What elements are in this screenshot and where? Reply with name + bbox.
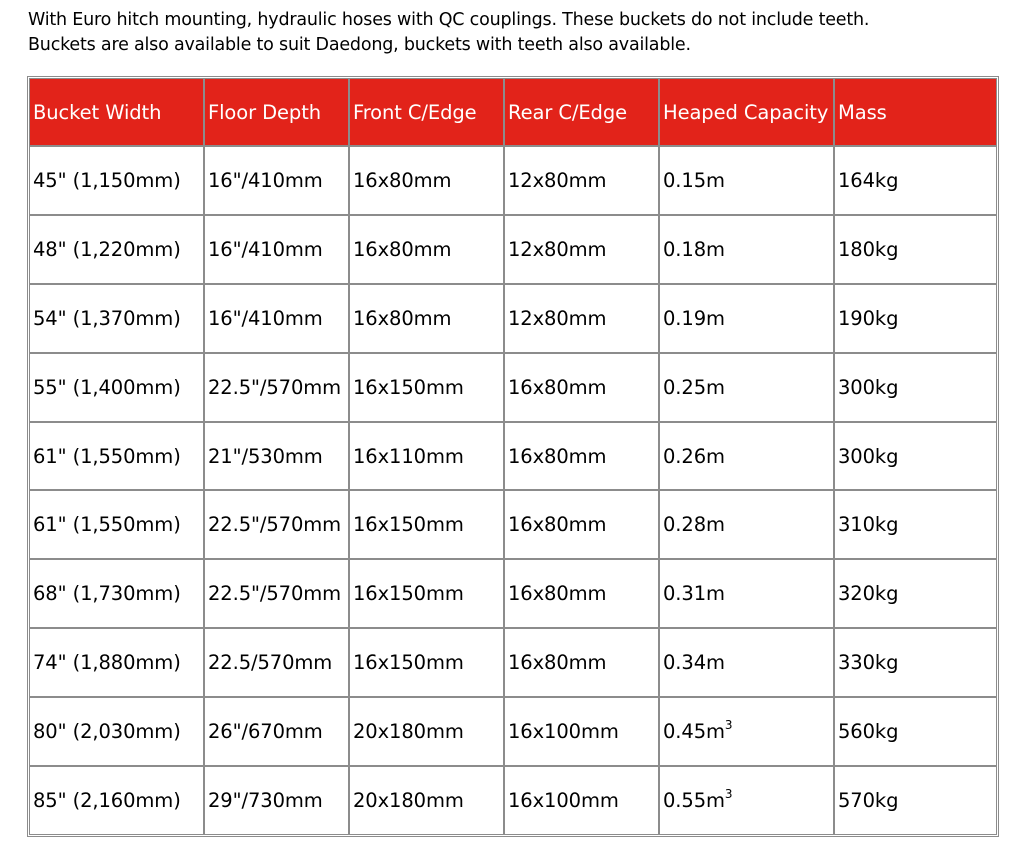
- cell-floor-depth: 16"/410mm: [204, 284, 349, 353]
- cell-front-cutting-edge: 20x180mm: [349, 697, 504, 766]
- cell-heaped-capacity: [659, 353, 834, 422]
- capacity-value: 0.31m: [663, 582, 725, 606]
- cell-heaped-capacity: [659, 559, 834, 628]
- header-floor-depth: Floor Depth: [204, 78, 349, 146]
- cell-front-cutting-edge: 16x150mm: [349, 353, 504, 422]
- cell-heaped-capacity: [659, 146, 834, 215]
- cell-floor-depth: 22.5"/570mm: [204, 353, 349, 422]
- cell-rear-cutting-edge: 16x80mm: [504, 353, 659, 422]
- cell-front-cutting-edge: 16x110mm: [349, 422, 504, 491]
- capacity-unit-exponent: 3: [724, 718, 733, 733]
- cell-mass: 320kg: [834, 559, 997, 628]
- header-rear-cutting-edge: Rear C/Edge: [504, 78, 659, 146]
- cell-mass: 300kg: [834, 353, 997, 422]
- table-row: [29, 697, 997, 766]
- capacity-value: 0.34m: [663, 651, 725, 675]
- cell-heaped-capacity: [659, 284, 834, 353]
- cell-bucket-width: 74" (1,880mm): [29, 628, 204, 697]
- table-header: [29, 78, 997, 146]
- cell-front-cutting-edge: 16x150mm: [349, 559, 504, 628]
- cell-bucket-width: 55" (1,400mm): [29, 353, 204, 422]
- capacity-value: 0.26m: [663, 444, 725, 468]
- cell-mass: 330kg: [834, 628, 997, 697]
- table-row: [29, 215, 997, 284]
- table-row: [29, 146, 997, 215]
- cell-mass: 180kg: [834, 215, 997, 284]
- table-body: [29, 146, 997, 835]
- capacity-value: 0.15m: [663, 168, 725, 192]
- header-mass: Mass: [834, 78, 997, 146]
- cell-front-cutting-edge: 16x80mm: [349, 146, 504, 215]
- cell-front-cutting-edge: 16x80mm: [349, 215, 504, 284]
- cell-floor-depth: 21"/530mm: [204, 422, 349, 491]
- intro-line-2: Buckets are also available to suit Daedong, buckets with teeth also available.: [28, 35, 691, 55]
- table-row: [29, 766, 997, 835]
- cell-front-cutting-edge: 16x150mm: [349, 490, 504, 559]
- cell-heaped-capacity: [659, 422, 834, 491]
- table-row: [29, 284, 997, 353]
- table-row: [29, 628, 997, 697]
- cell-mass: 310kg: [834, 490, 997, 559]
- cell-heaped-capacity: [659, 766, 834, 835]
- cell-front-cutting-edge: 16x80mm: [349, 284, 504, 353]
- cell-bucket-width: 61" (1,550mm): [29, 490, 204, 559]
- cell-bucket-width: 80" (2,030mm): [29, 697, 204, 766]
- intro-text: [28, 8, 1018, 58]
- cell-heaped-capacity: [659, 215, 834, 284]
- cell-floor-depth: 22.5"/570mm: [204, 490, 349, 559]
- cell-mass: 190kg: [834, 284, 997, 353]
- capacity-value: 0.45m: [663, 720, 725, 744]
- cell-heaped-capacity: [659, 628, 834, 697]
- cell-floor-depth: 22.5/570mm: [204, 628, 349, 697]
- cell-floor-depth: 16"/410mm: [204, 146, 349, 215]
- capacity-value: 0.55m: [663, 789, 725, 812]
- cell-bucket-width: 54" (1,370mm): [29, 284, 204, 353]
- cell-rear-cutting-edge: 12x80mm: [504, 146, 659, 215]
- capacity-value: 0.18m: [663, 237, 725, 261]
- header-bucket-width: Bucket Width: [29, 78, 204, 146]
- cell-floor-depth: 22.5"/570mm: [204, 559, 349, 628]
- bucket-spec-table: [27, 76, 999, 837]
- cell-bucket-width: 68" (1,730mm): [29, 559, 204, 628]
- cell-rear-cutting-edge: 16x80mm: [504, 559, 659, 628]
- spec-table: [29, 78, 997, 835]
- cell-mass: 570kg: [834, 766, 997, 835]
- cell-mass: 164kg: [834, 146, 997, 215]
- cell-bucket-width: 61" (1,550mm): [29, 422, 204, 491]
- table-row: [29, 559, 997, 628]
- cell-floor-depth: 26"/670mm: [204, 697, 349, 766]
- cell-rear-cutting-edge: 16x80mm: [504, 422, 659, 491]
- cell-rear-cutting-edge: 12x80mm: [504, 284, 659, 353]
- cell-front-cutting-edge: 16x150mm: [349, 628, 504, 697]
- capacity-unit-exponent: 3: [724, 787, 733, 801]
- cell-front-cutting-edge: 20x180mm: [349, 766, 504, 835]
- cell-rear-cutting-edge: 16x80mm: [504, 628, 659, 697]
- cell-rear-cutting-edge: 16x100mm: [504, 697, 659, 766]
- cell-bucket-width: 85" (2,160mm): [29, 766, 204, 835]
- table-row: [29, 353, 997, 422]
- cell-rear-cutting-edge: 16x100mm: [504, 766, 659, 835]
- cell-heaped-capacity: [659, 697, 834, 766]
- cell-bucket-width: 45" (1,150mm): [29, 146, 204, 215]
- table-row: [29, 490, 997, 559]
- capacity-value: 0.28m: [663, 513, 725, 537]
- table-row: [29, 422, 997, 491]
- capacity-value: 0.25m: [663, 375, 725, 399]
- cell-rear-cutting-edge: 12x80mm: [504, 215, 659, 284]
- cell-bucket-width: 48" (1,220mm): [29, 215, 204, 284]
- cell-rear-cutting-edge: 16x80mm: [504, 490, 659, 559]
- header-heaped-capacity: Heaped Capacity: [659, 78, 834, 146]
- header-row: [29, 78, 997, 146]
- intro-line-1: With Euro hitch mounting, hydraulic hoses with QC couplings. These buckets do not include teeth.: [28, 10, 870, 30]
- header-front-cutting-edge: Front C/Edge: [349, 78, 504, 146]
- capacity-value: 0.19m: [663, 306, 725, 330]
- cell-mass: 560kg: [834, 697, 997, 766]
- cell-floor-depth: 16"/410mm: [204, 215, 349, 284]
- cell-heaped-capacity: [659, 490, 834, 559]
- cell-floor-depth: 29"/730mm: [204, 766, 349, 835]
- cell-mass: 300kg: [834, 422, 997, 491]
